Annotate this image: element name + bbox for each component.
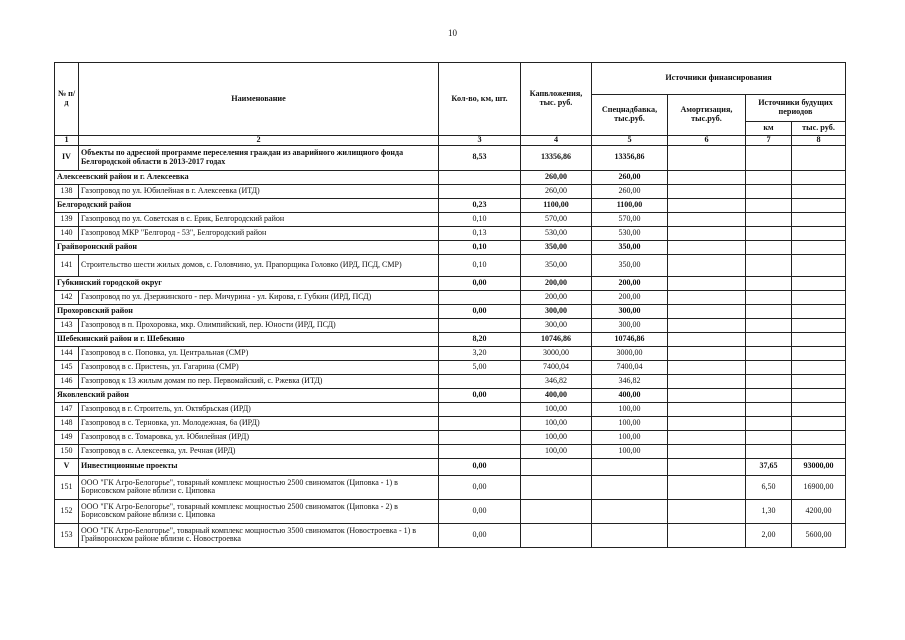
- col-num: 8: [792, 136, 846, 146]
- row-number: 153: [55, 523, 79, 547]
- special-cell: 200,00: [592, 276, 668, 290]
- invest-cell: 100,00: [521, 402, 592, 416]
- invest-cell: [521, 523, 592, 547]
- amort-cell: [668, 388, 746, 402]
- invest-cell: 260,00: [521, 170, 592, 184]
- amort-cell: [668, 499, 746, 523]
- district-row: [55, 198, 846, 212]
- row-name: Газопровод в г. Строитель, ул. Октябрьская (ИРД): [79, 402, 439, 416]
- amort-cell: [668, 276, 746, 290]
- amort-cell: [668, 360, 746, 374]
- qty-cell: 0,10: [439, 240, 521, 254]
- special-cell: 346,82: [592, 374, 668, 388]
- header-future: Источники будущих периодов: [746, 95, 846, 122]
- invest-cell: [521, 458, 592, 475]
- row-number: 142: [55, 290, 79, 304]
- trub-cell: [792, 374, 846, 388]
- special-cell: [592, 499, 668, 523]
- row-number: 138: [55, 184, 79, 198]
- km-cell: [746, 304, 792, 318]
- header-trub: тыс. руб.: [792, 122, 846, 136]
- financing-table: [54, 62, 846, 548]
- row-number: 139: [55, 212, 79, 226]
- trub-cell: [792, 304, 846, 318]
- table-row: [55, 212, 846, 226]
- qty-cell: [439, 444, 521, 458]
- col-num: 5: [592, 136, 668, 146]
- km-cell: [746, 170, 792, 184]
- row-number: 146: [55, 374, 79, 388]
- special-cell: 13356,86: [592, 145, 668, 170]
- invest-cell: 400,00: [521, 388, 592, 402]
- invest-cell: [521, 475, 592, 499]
- special-cell: 260,00: [592, 170, 668, 184]
- table-row: [55, 318, 846, 332]
- qty-cell: 8,20: [439, 332, 521, 346]
- table-row: [55, 475, 846, 499]
- invest-cell: 100,00: [521, 430, 592, 444]
- row-name: Газопровод в с. Алексеевка, ул. Речная (ИРД): [79, 444, 439, 458]
- invest-cell: 260,00: [521, 184, 592, 198]
- col-num: 6: [668, 136, 746, 146]
- qty-cell: 0,10: [439, 254, 521, 276]
- amort-cell: [668, 254, 746, 276]
- trub-cell: [792, 198, 846, 212]
- km-cell: [746, 276, 792, 290]
- row-name: Газопровод в п. Прохоровка, мкр. Олимпийский, пер. Юности (ИРД, ПСД): [79, 318, 439, 332]
- km-cell: [746, 254, 792, 276]
- table-row: [55, 226, 846, 240]
- district-name: Прохоровский район: [55, 304, 439, 318]
- page-number: 10: [448, 28, 457, 38]
- km-cell: 2,00: [746, 523, 792, 547]
- row-name: Строительство шести жилых домов, с. Головчино, ул. Прапорщика Головко (ИРД, ПСД, СМР): [79, 254, 439, 276]
- invest-cell: 200,00: [521, 276, 592, 290]
- trub-cell: [792, 332, 846, 346]
- amort-cell: [668, 402, 746, 416]
- qty-cell: 0,00: [439, 388, 521, 402]
- table-row: [55, 360, 846, 374]
- row-name: Газопровод по ул. Юбилейная в г. Алексеевка (ИТД): [79, 184, 439, 198]
- special-cell: 7400,04: [592, 360, 668, 374]
- amort-cell: [668, 332, 746, 346]
- col-num: 7: [746, 136, 792, 146]
- district-name: Губкинский городской округ: [55, 276, 439, 290]
- district-row: [55, 304, 846, 318]
- qty-cell: [439, 290, 521, 304]
- invest-cell: 350,00: [521, 254, 592, 276]
- district-name: Шебекинский район и г. Шебекино: [55, 332, 439, 346]
- header-sources: Источники финансирования: [592, 63, 846, 95]
- special-cell: 530,00: [592, 226, 668, 240]
- table-row: [55, 254, 846, 276]
- invest-cell: 3000,00: [521, 346, 592, 360]
- column-numbers-row: [55, 136, 846, 146]
- row-number: 148: [55, 416, 79, 430]
- km-cell: [746, 360, 792, 374]
- amort-cell: [668, 290, 746, 304]
- special-cell: 3000,00: [592, 346, 668, 360]
- km-cell: [746, 212, 792, 226]
- trub-cell: 5600,00: [792, 523, 846, 547]
- km-cell: 6,50: [746, 475, 792, 499]
- qty-cell: 0,00: [439, 475, 521, 499]
- trub-cell: 93000,00: [792, 458, 846, 475]
- qty-cell: [439, 416, 521, 430]
- trub-cell: [792, 226, 846, 240]
- qty-cell: [439, 318, 521, 332]
- row-number: 152: [55, 499, 79, 523]
- row-name: Газопровод МКР "Белгород - 53", Белгородский район: [79, 226, 439, 240]
- amort-cell: [668, 346, 746, 360]
- header-qty: Кол-во, км, шт.: [439, 63, 521, 136]
- row-name: Объекты по адресной программе переселения граждан из аварийного жилищного фонда Белгородской области в 2013-2017 годах: [79, 145, 439, 170]
- row-number: 147: [55, 402, 79, 416]
- amort-cell: [668, 374, 746, 388]
- km-cell: [746, 226, 792, 240]
- row-name: Газопровод по ул. Советская в с. Ерик, Белгородский район: [79, 212, 439, 226]
- trub-cell: [792, 184, 846, 198]
- invest-cell: 300,00: [521, 304, 592, 318]
- header-invest: Капвложения, тыс. руб.: [521, 63, 592, 136]
- table-row: [55, 290, 846, 304]
- trub-cell: [792, 145, 846, 170]
- special-cell: [592, 475, 668, 499]
- row-number: 140: [55, 226, 79, 240]
- invest-cell: 13356,86: [521, 145, 592, 170]
- km-cell: [746, 402, 792, 416]
- qty-cell: [439, 184, 521, 198]
- trub-cell: [792, 388, 846, 402]
- invest-cell: 1100,00: [521, 198, 592, 212]
- special-cell: 100,00: [592, 430, 668, 444]
- invest-cell: 350,00: [521, 240, 592, 254]
- trub-cell: [792, 170, 846, 184]
- special-cell: 570,00: [592, 212, 668, 226]
- special-cell: 350,00: [592, 240, 668, 254]
- district-name: Белгородский район: [55, 198, 439, 212]
- amort-cell: [668, 523, 746, 547]
- row-name: Инвестиционные проекты: [79, 458, 439, 475]
- amort-cell: [668, 318, 746, 332]
- trub-cell: [792, 318, 846, 332]
- invest-cell: 100,00: [521, 444, 592, 458]
- col-num: 1: [55, 136, 79, 146]
- special-cell: 350,00: [592, 254, 668, 276]
- amort-cell: [668, 304, 746, 318]
- row-name: Газопровод в с. Томаровка, ул. Юбилейная (ИРД): [79, 430, 439, 444]
- header-amort: Амортизация, тыс.руб.: [668, 95, 746, 136]
- special-cell: 1100,00: [592, 198, 668, 212]
- table-row: [55, 374, 846, 388]
- qty-cell: 0,23: [439, 198, 521, 212]
- special-cell: 100,00: [592, 444, 668, 458]
- trub-cell: 4200,00: [792, 499, 846, 523]
- special-cell: 200,00: [592, 290, 668, 304]
- special-cell: 100,00: [592, 402, 668, 416]
- invest-cell: 100,00: [521, 416, 592, 430]
- col-num: 4: [521, 136, 592, 146]
- qty-cell: 3,20: [439, 346, 521, 360]
- qty-cell: 0,00: [439, 276, 521, 290]
- amort-cell: [668, 430, 746, 444]
- km-cell: [746, 430, 792, 444]
- row-number: V: [55, 458, 79, 475]
- trub-cell: [792, 416, 846, 430]
- table-row: [55, 346, 846, 360]
- table-row: [55, 430, 846, 444]
- table-row: [55, 402, 846, 416]
- row-name: ООО "ГК Агро-Белогорье", товарный комплекс мощностью 2500 свиноматок (Циповка - 2) в Борисовском районе вблизи с. Циповка: [79, 499, 439, 523]
- invest-cell: 200,00: [521, 290, 592, 304]
- trub-cell: [792, 276, 846, 290]
- trub-cell: [792, 430, 846, 444]
- row-name: Газопровод в с. Пристень, ул. Гагарина (СМР): [79, 360, 439, 374]
- invest-cell: 346,82: [521, 374, 592, 388]
- row-name: Газопровод по ул. Дзержинского - пер. Мичурина - ул. Кирова, г. Губкин (ИРД, ПСД): [79, 290, 439, 304]
- km-cell: [746, 374, 792, 388]
- km-cell: [746, 416, 792, 430]
- district-name: Яковлевский район: [55, 388, 439, 402]
- amort-cell: [668, 240, 746, 254]
- row-number: 143: [55, 318, 79, 332]
- qty-cell: 5,00: [439, 360, 521, 374]
- amort-cell: [668, 416, 746, 430]
- qty-cell: 8,53: [439, 145, 521, 170]
- amort-cell: [668, 145, 746, 170]
- qty-cell: [439, 374, 521, 388]
- district-row: [55, 276, 846, 290]
- km-cell: 37,65: [746, 458, 792, 475]
- km-cell: [746, 145, 792, 170]
- special-cell: 100,00: [592, 416, 668, 430]
- special-cell: 400,00: [592, 388, 668, 402]
- row-number: 141: [55, 254, 79, 276]
- special-cell: 10746,86: [592, 332, 668, 346]
- table-row: [55, 416, 846, 430]
- invest-cell: 530,00: [521, 226, 592, 240]
- row-name: Газопровод в с. Поповка, ул. Центральная (СМР): [79, 346, 439, 360]
- special-cell: 300,00: [592, 304, 668, 318]
- row-number: 149: [55, 430, 79, 444]
- qty-cell: 0,00: [439, 304, 521, 318]
- table-row: [55, 499, 846, 523]
- special-cell: 300,00: [592, 318, 668, 332]
- trub-cell: [792, 402, 846, 416]
- table-row: [55, 523, 846, 547]
- km-cell: [746, 290, 792, 304]
- qty-cell: [439, 402, 521, 416]
- district-row: [55, 240, 846, 254]
- district-row: [55, 170, 846, 184]
- km-cell: [746, 346, 792, 360]
- qty-cell: 0,00: [439, 523, 521, 547]
- district-row: [55, 388, 846, 402]
- trub-cell: [792, 290, 846, 304]
- invest-cell: [521, 499, 592, 523]
- special-cell: [592, 523, 668, 547]
- district-name: Грайворонский район: [55, 240, 439, 254]
- amort-cell: [668, 458, 746, 475]
- row-number: 151: [55, 475, 79, 499]
- km-cell: [746, 198, 792, 212]
- amort-cell: [668, 170, 746, 184]
- trub-cell: [792, 346, 846, 360]
- qty-cell: 0,00: [439, 458, 521, 475]
- amort-cell: [668, 226, 746, 240]
- table-row: [55, 444, 846, 458]
- km-cell: [746, 388, 792, 402]
- header-km: км: [746, 122, 792, 136]
- km-cell: [746, 184, 792, 198]
- qty-cell: 0,10: [439, 212, 521, 226]
- district-name: Алексеевский район и г. Алексеевка: [55, 170, 439, 184]
- amort-cell: [668, 212, 746, 226]
- qty-cell: 0,13: [439, 226, 521, 240]
- header-special: Спецнадбавка, тыс.руб.: [592, 95, 668, 136]
- trub-cell: 16900,00: [792, 475, 846, 499]
- section-row: [55, 458, 846, 475]
- special-cell: [592, 458, 668, 475]
- header-no: № п/д: [55, 63, 79, 136]
- invest-cell: 570,00: [521, 212, 592, 226]
- row-name: ООО "ГК Агро-Белогорье", товарный комплекс мощностью 3500 свиноматок (Новостроевка - 1) в Грайворонском районе вблизи с. Новостроевка: [79, 523, 439, 547]
- qty-cell: 0,00: [439, 499, 521, 523]
- row-number: 150: [55, 444, 79, 458]
- amort-cell: [668, 444, 746, 458]
- section-row: [55, 145, 846, 170]
- amort-cell: [668, 475, 746, 499]
- row-number: IV: [55, 145, 79, 170]
- district-row: [55, 332, 846, 346]
- km-cell: 1,30: [746, 499, 792, 523]
- qty-cell: [439, 170, 521, 184]
- qty-cell: [439, 430, 521, 444]
- km-cell: [746, 318, 792, 332]
- amort-cell: [668, 184, 746, 198]
- amort-cell: [668, 198, 746, 212]
- trub-cell: [792, 254, 846, 276]
- table-row: [55, 184, 846, 198]
- trub-cell: [792, 360, 846, 374]
- km-cell: [746, 332, 792, 346]
- invest-cell: 300,00: [521, 318, 592, 332]
- trub-cell: [792, 212, 846, 226]
- special-cell: 260,00: [592, 184, 668, 198]
- col-num: 3: [439, 136, 521, 146]
- col-num: 2: [79, 136, 439, 146]
- invest-cell: 10746,86: [521, 332, 592, 346]
- row-number: 145: [55, 360, 79, 374]
- row-name: Газопровод в с. Терновка, ул. Молодежная, 6а (ИРД): [79, 416, 439, 430]
- row-name: Газопровод к 13 жилым домам по пер. Первомайский, с. Ржевка (ИТД): [79, 374, 439, 388]
- invest-cell: 7400,04: [521, 360, 592, 374]
- row-name: ООО "ГК Агро-Белогорье", товарный комплекс мощностью 2500 свиноматок (Циповка - 1) в Борисовском районе вблизи с. Циповка: [79, 475, 439, 499]
- header-name: Наименование: [79, 63, 439, 136]
- km-cell: [746, 444, 792, 458]
- km-cell: [746, 240, 792, 254]
- row-number: 144: [55, 346, 79, 360]
- trub-cell: [792, 444, 846, 458]
- trub-cell: [792, 240, 846, 254]
